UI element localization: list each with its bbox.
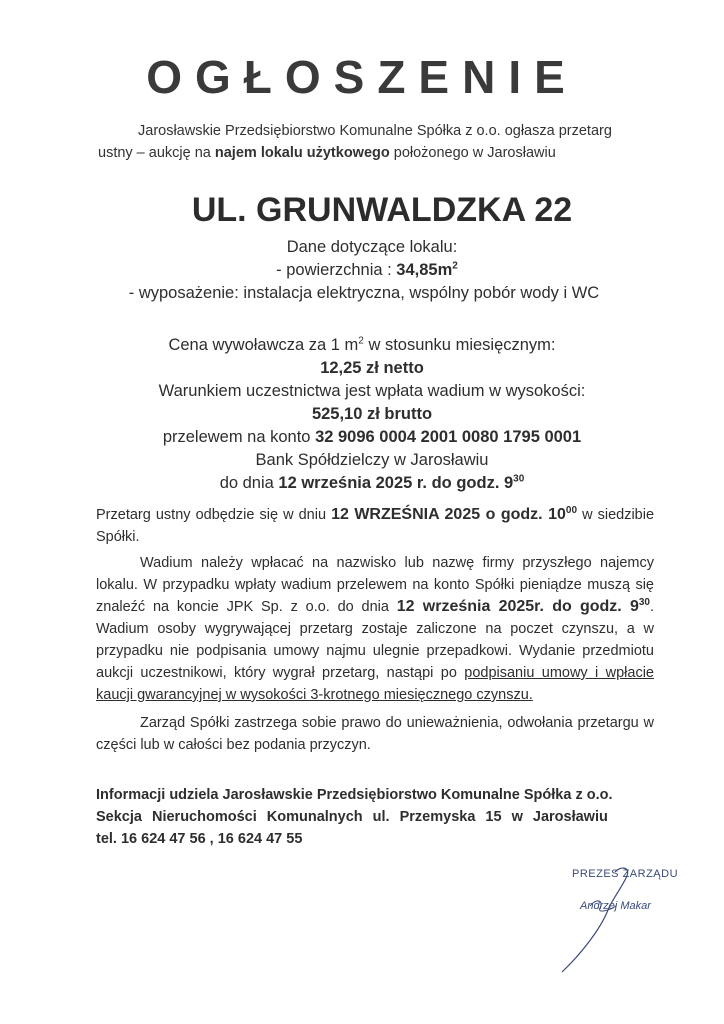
price-label-text: Cena wywoławcza za 1 m <box>168 336 359 354</box>
deadline-value: 12 września 2025 r. do godz. 9 <box>278 474 514 492</box>
area-label: - powierzchnia : <box>276 261 397 279</box>
signature-name: Andrzej Makar <box>580 900 651 912</box>
details-equipment: - wyposażenie: instalacja elektryczna, wspólny pobór wody i WC <box>128 284 600 302</box>
price-value: 12,25 zł netto <box>320 359 424 377</box>
area-superscript: 2 <box>452 260 458 272</box>
contact-line-1: Informacji udziela Jarosławskie Przedsiębiorstwo Komunalne Spółka z o.o. <box>96 787 613 803</box>
deposit-underlined: podpisaniu umowy i wpłacie kaucji gwarancyjnej w wysokości 3-krotnego miesięcznego czynszu. <box>96 665 654 703</box>
account-number: 32 9096 0004 2001 0080 1795 0001 <box>315 428 582 446</box>
street-address: UL. GRUNWALDZKA 22 <box>191 191 573 229</box>
deposit-superscript: 30 <box>638 597 650 609</box>
property-details <box>0 236 724 305</box>
price-superscript: 2 <box>358 335 364 347</box>
deposit-paragraph <box>96 552 654 706</box>
intro-highlight: najem lokalu użytkowego <box>214 145 390 161</box>
contact-line-2: Sekcja Nieruchomości Komunalnych ul. Przemyska 15 w Jarosławiu <box>96 809 608 825</box>
reservation-paragraph: Zarząd Spółki zastrzega sobie prawo do unieważnienia, odwołania przetargu w części lub w całości bez podania przyczyn. <box>96 715 654 753</box>
price-label <box>0 334 724 357</box>
auction-paragraph <box>96 504 654 548</box>
details-area <box>0 259 724 282</box>
deadline-line <box>0 472 724 495</box>
price-label-end: w stosunku miesięcznym: <box>363 336 556 354</box>
transfer-label: przelewem na konto <box>162 428 316 446</box>
intro-line-2 <box>90 142 650 164</box>
contact-info <box>96 784 656 850</box>
pricing-section <box>0 334 724 495</box>
auction-text: Przetarg ustny odbędzie się w dniu <box>96 507 332 523</box>
body-text <box>96 504 654 756</box>
deadline-superscript: 30 <box>513 473 525 485</box>
auction-place: w siedzibie Spółki. <box>96 507 655 545</box>
details-heading: Dane dotyczące lokalu: <box>286 238 458 256</box>
intro-line-1: Jarosławskie Przedsiębiorstwo Komunalne Spółka z o.o. ogłasza przetarg <box>138 123 612 139</box>
deadline-label: do dnia <box>219 474 279 492</box>
transfer-line <box>0 426 724 449</box>
signature-role: PREZES ZARZĄDU <box>572 868 679 880</box>
intro-line-2-end: położonego w Jarosławiu <box>389 145 556 161</box>
deposit-deadline: 12 września 2025r. do godz. 9 <box>396 598 639 615</box>
deposit-label: Warunkiem uczestnictwa jest wpłata wadium w wysokości: <box>158 382 586 400</box>
deposit-value: 525,10 zł brutto <box>311 405 433 423</box>
signature-stamp <box>560 860 690 990</box>
bank-name: Bank Spółdzielczy w Jarosławiu <box>255 451 489 469</box>
auction-superscript: 00 <box>565 505 578 517</box>
contact-line-3: tel. 16 624 47 56 , 16 624 47 55 <box>96 831 303 847</box>
deposit-text: Wadium należy wpłacać na nazwisko lub nazwę firmy przyszłego najemcy lokalu. W przypadku wpłaty wadium przelewem na konto Spółki pieniądze muszą się znaleźć na koncie JPK Sp. z o.o. do dnia <box>96 555 654 615</box>
intro-line-2-part: ustny – aukcję na <box>98 145 215 161</box>
page-title: OGŁOSZENIE <box>146 51 578 103</box>
auction-date: 12 WRZEŚNIA 2025 o godz. 10 <box>331 506 566 523</box>
intro-text <box>90 120 650 164</box>
deposit-text-cont: . Wadium osoby wygrywającej przetarg zostaje zaliczone na poczet czynszu, a w przypadku nie podpisania umowy najmu ulegnie przepadkowi. Wydanie przedmiotu aukcji uczestnikowi, który wygrał przetarg, nastąpi po <box>96 599 654 681</box>
area-value: 34,85m <box>396 261 453 279</box>
